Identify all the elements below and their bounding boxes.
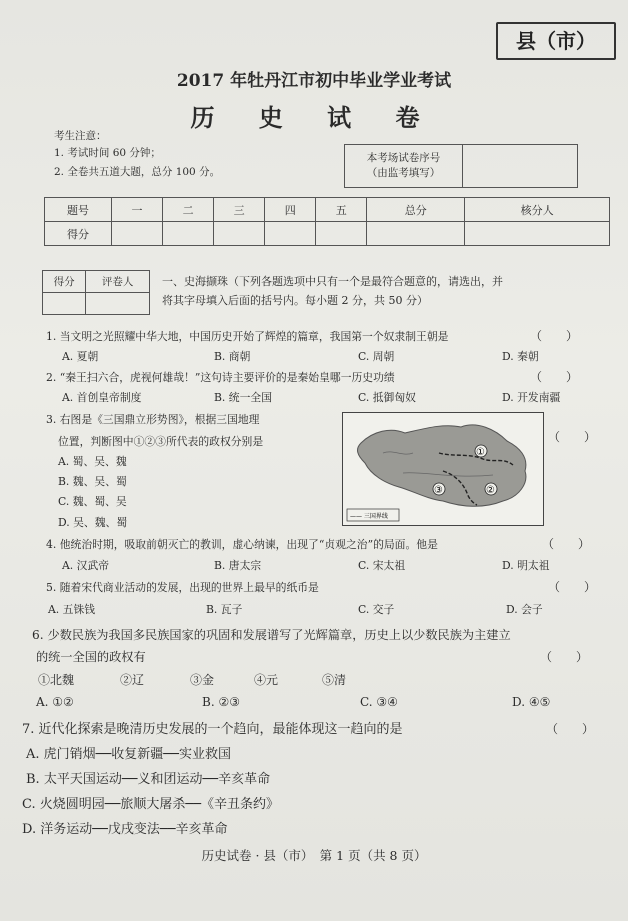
- section1-line: 一、史海撷珠（下列各题选项中只有一个是最符合题意的，请选出，并: [162, 275, 503, 288]
- grader-name-cell[interactable]: [86, 293, 150, 315]
- score-header-cell: 五: [316, 198, 367, 222]
- score-header-cell: 题号: [45, 198, 112, 222]
- notice-item: 1. 考试时间 60 分钟；: [54, 147, 161, 159]
- score-header-cell: 三: [214, 198, 265, 222]
- serial-label-line: 本考场试卷序号: [366, 152, 441, 164]
- question-6-stem: 6. 少数民族为我国多民族国家的巩固和发展谱写了光辉篇章，历史上以少数民族为主建立: [32, 628, 511, 642]
- option-b: B. 魏、吴、蜀: [58, 475, 127, 488]
- score-cell[interactable]: [163, 222, 214, 246]
- option-a: A. 夏朝: [62, 350, 99, 363]
- grader-score-cell[interactable]: [43, 293, 86, 315]
- notice-item: 2. 全卷共五道大题，总分 100 分。: [54, 166, 221, 178]
- option-c: C. 魏、蜀、吴: [58, 495, 127, 508]
- option-d: D. 开发南疆: [502, 391, 561, 404]
- answer-bracket[interactable]: （ ）: [540, 650, 589, 664]
- answer-bracket[interactable]: （ ）: [542, 537, 591, 551]
- answer-bracket[interactable]: （ ）: [530, 370, 579, 384]
- county-stamp: 县（市）: [496, 22, 616, 60]
- section1-line: 将其字母填入后面的括号内。每小题 2 分，共 50 分）: [162, 294, 428, 307]
- score-table-score-row: [45, 222, 610, 246]
- question-4-stem: 4. 他统治时期，吸取前朝灭亡的教训，虚心纳谏，出现了“贞观之治”的局面。他是: [46, 538, 438, 551]
- option-b: B. 太平天国运动──义和团运动──辛亥革命: [26, 772, 271, 787]
- option-d: D. ④⑤: [512, 695, 551, 709]
- option-b: B. 统一全国: [214, 391, 272, 404]
- score-cell[interactable]: [367, 222, 465, 246]
- option-c: C. 交子: [358, 603, 395, 616]
- answer-bracket[interactable]: （ ）: [548, 430, 597, 444]
- score-cell[interactable]: [214, 222, 265, 246]
- option-b: B. ②③: [202, 695, 240, 709]
- answer-bracket[interactable]: （ ）: [548, 580, 597, 594]
- map-marker-1: ①: [476, 447, 485, 458]
- option-c: C. ③④: [360, 695, 398, 709]
- option-d: D. 明太祖: [502, 559, 550, 572]
- option-c: C. 周朝: [358, 350, 395, 363]
- option-a: A. 汉武帝: [62, 559, 110, 572]
- score-header-cell: 二: [163, 198, 214, 222]
- score-cell[interactable]: [465, 222, 610, 246]
- map-legend: —— 三国界线: [350, 513, 388, 520]
- option-a: A. ①②: [36, 695, 74, 709]
- section1-title: [162, 272, 503, 310]
- question-7-stem: 7. 近代化探索是晚清历史发展的一个趋向，最能体现这一趋向的是: [22, 722, 403, 737]
- serial-number-box: [344, 144, 578, 188]
- question-2-stem: 2. “秦王扫六合，虎视何雄哉！”这句诗主要评价的是秦始皇哪一历史功绩: [46, 371, 395, 384]
- grader-table: [42, 270, 150, 315]
- serial-number-label: [345, 145, 463, 187]
- q6-item: ⑤清: [322, 673, 347, 687]
- option-a: A. 蜀、吴、魏: [58, 455, 127, 468]
- score-cell[interactable]: [316, 222, 367, 246]
- serial-label-line: （由监考填写）: [366, 167, 441, 179]
- option-c: C. 宋太祖: [358, 559, 406, 572]
- option-d: D. 秦朝: [502, 350, 539, 363]
- option-c: C. 抵御匈奴: [358, 391, 416, 404]
- score-header-cell: 核分人: [465, 198, 610, 222]
- question-3-stem: 位置，判断图中①②③所代表的政权分别是: [58, 435, 264, 448]
- exam-title: 2017 年牡丹江市初中毕业学业考试: [176, 71, 452, 91]
- score-table: [44, 197, 610, 246]
- option-a: A. 虎门销烟──收复新疆──实业救国: [26, 747, 231, 762]
- grader-name-label: 评卷人: [86, 271, 150, 293]
- option-a: A. 首创皇帝制度: [62, 391, 142, 404]
- score-table-header-row: [45, 198, 610, 222]
- option-c: C. 火烧圆明园──旅顺大屠杀──《辛丑条约》: [22, 797, 280, 812]
- page-footer: 历史试卷 · 县（市） 第 1 页（共 8 页）: [201, 848, 427, 863]
- score-header-cell: 四: [265, 198, 316, 222]
- score-row-label: 得分: [45, 222, 112, 246]
- map-marker-3: ②: [486, 485, 495, 496]
- three-kingdoms-map: [342, 412, 544, 526]
- q6-item: ②辽: [120, 673, 145, 687]
- notice-heading: 考生注意：: [54, 130, 107, 142]
- q6-item: ③金: [190, 673, 215, 687]
- option-a: A. 五铢钱: [48, 603, 96, 616]
- q6-item: ①北魏: [38, 673, 75, 687]
- map-marker-2: ③: [434, 485, 443, 496]
- paper-title: 历 史 试 卷: [190, 103, 438, 132]
- option-d: D. 吴、魏、蜀: [58, 516, 128, 529]
- answer-bracket[interactable]: （ ）: [530, 329, 579, 343]
- question-3-stem: 3. 右图是《三国鼎立形势图》，根据三国地理: [46, 413, 260, 426]
- answer-bracket[interactable]: （ ）: [546, 722, 595, 736]
- question-1-stem: 1. 当文明之光照耀中华大地，中国历史开始了辉煌的篇章，我国第一个奴隶制王朝是: [46, 330, 449, 343]
- score-cell[interactable]: [265, 222, 316, 246]
- question-6-stem: 的统一全国的政权有: [36, 650, 146, 664]
- option-b: B. 唐太宗: [214, 559, 262, 572]
- score-header-cell: 总分: [367, 198, 465, 222]
- score-cell[interactable]: [112, 222, 163, 246]
- grader-score-label: 得分: [43, 271, 86, 293]
- option-d: D. 洋务运动──戊戌变法──辛亥革命: [22, 822, 228, 837]
- score-header-cell: 一: [112, 198, 163, 222]
- option-d: D. 会子: [506, 603, 543, 616]
- map-graphic: [343, 413, 543, 525]
- question-5-stem: 5. 随着宋代商业活动的发展，出现的世界上最早的纸币是: [46, 581, 319, 594]
- q6-item: ④元: [254, 673, 279, 687]
- option-b: B. 瓦子: [206, 603, 243, 616]
- option-b: B. 商朝: [214, 350, 251, 363]
